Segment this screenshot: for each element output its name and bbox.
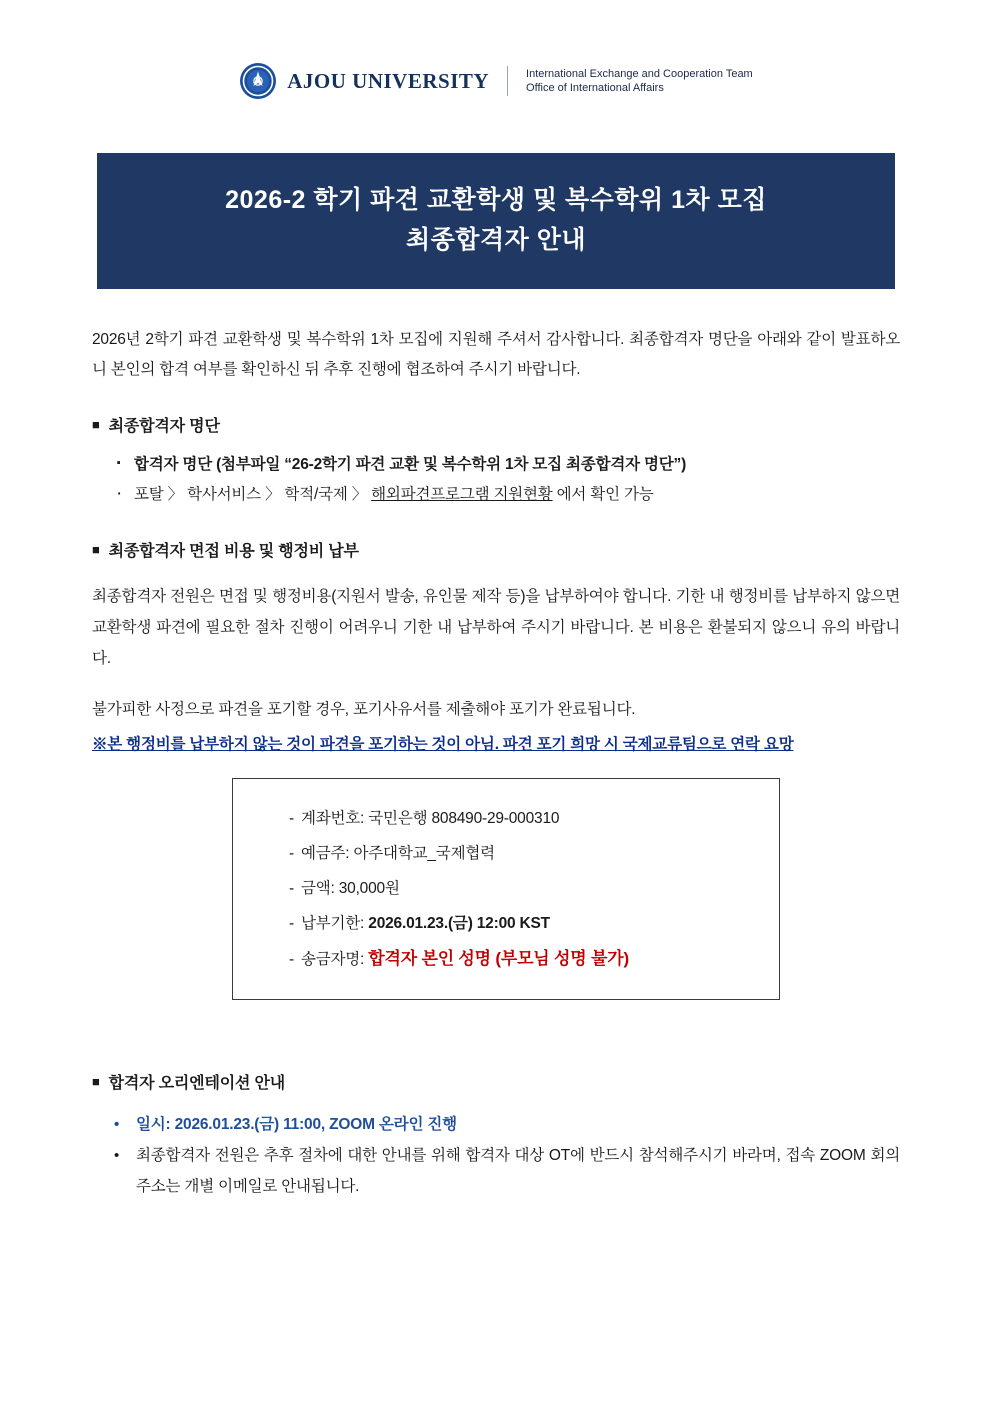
- account-label: 예금주:: [300, 845, 350, 862]
- account-label: 납부기한:: [300, 915, 365, 932]
- account-line: [289, 801, 779, 836]
- account-label: 금액:: [300, 880, 335, 897]
- ajou-seal-icon: [239, 62, 277, 100]
- dash-icon: -: [289, 880, 294, 897]
- list-item: [114, 480, 900, 510]
- list-item: · 합격자 명단 (첨부파일 “26-2학기 파견 교환 및 복수학위 1차 모집 최종합격자 명단”): [114, 450, 900, 480]
- title-line-1: 2026-2 학기 파견 교환학생 및 복수학위 1차 모집: [225, 186, 767, 214]
- portal-link[interactable]: 해외파견프로그램 지원현황: [371, 486, 553, 503]
- university-name: AJOU UNIVERSITY: [287, 68, 490, 93]
- section3-heading-text: 합격자 오리엔테이션 안내: [108, 1075, 285, 1092]
- account-line: [289, 871, 779, 906]
- square-bullet-icon: ■: [92, 417, 100, 432]
- section1-heading-text: 최종합격자 명단: [108, 418, 220, 435]
- account-line: [289, 941, 779, 977]
- account-line: [289, 836, 779, 871]
- office-line-2: Office of International Affairs: [526, 82, 664, 94]
- account-value: 아주대학교_국제협력: [353, 845, 495, 862]
- office-line-1: International Exchange and Cooperation Team: [526, 68, 753, 80]
- office-name: [526, 67, 753, 95]
- account-info-box: [232, 778, 780, 1000]
- dash-icon: -: [289, 845, 294, 862]
- square-bullet-icon: ■: [92, 1074, 100, 1089]
- title-banner: [97, 153, 895, 289]
- account-value: 30,000원: [338, 880, 400, 897]
- section-heading-final-list: [92, 413, 900, 436]
- list-item: • 최종합격자 전원은 추후 절차에 대한 안내를 위해 합격자 대상 OT에 반드시 참석해주시기 바라며, 접속 ZOOM 회의 주소는 개별 이메일로 안내됩니다.: [114, 1140, 900, 1202]
- intro-paragraph: 2026년 2학기 파견 교환학생 및 복수학위 1차 모집에 지원해 주셔서 감사합니다. 최종합격자 명단을 아래와 같이 발표하오니 본인의 합격 여부를 확인하신 뒤 추후 진행에 협조하여 주시기 바랍니다.: [92, 331, 900, 378]
- dash-icon: -: [289, 810, 294, 827]
- account-line: [289, 906, 779, 941]
- account-value: 2026.01.23.(금) 12:00 KST: [368, 915, 550, 932]
- account-value: 국민은행 808490-29-000310: [368, 810, 560, 827]
- account-label: 송금자명:: [300, 951, 365, 968]
- section-heading-orientation: [92, 1070, 900, 1093]
- header-divider: [507, 66, 508, 96]
- section2-heading-text: 최종합격자 면접 비용 및 행정비 납부: [108, 543, 359, 560]
- square-bullet-icon: ■: [92, 542, 100, 557]
- payment-note: ※본 행정비를 납부하지 않는 것이 파견을 포기하는 것이 아님. 파견 포기 희망 시 국제교류팀으로 연락 요망: [92, 736, 794, 753]
- section1-list: [92, 450, 900, 510]
- title-line-2: 최종합격자 안내: [406, 226, 586, 254]
- document-header: [0, 0, 992, 100]
- account-value: 합격자 본인 성명 (부모님 성명 불가): [368, 949, 629, 968]
- dash-icon: -: [289, 951, 294, 968]
- portal-path-suffix: 에서 확인 가능: [552, 486, 654, 503]
- dash-icon: -: [289, 915, 294, 932]
- section-heading-payment: [92, 538, 900, 561]
- document-body: [0, 325, 992, 1202]
- list-item: • 일시: 2026.01.23.(금) 11:00, ZOOM 온라인 진행: [114, 1109, 900, 1140]
- payment-paragraph-1: 최종합격자 전원은 면접 및 행정비용(지원서 발송, 유인물 제작 등)을 납부하여야 합니다. 기한 내 행정비를 납부하지 않으면 교환학생 파견에 필요한 절차 진행이 어려우니 기한 내 납부하여 주시기 바랍니다. 본 비용은 환불되지 않으니 유의 바랍니다.: [92, 588, 900, 667]
- payment-paragraph-2: 불가피한 사정으로 파견을 포기할 경우, 포기사유서를 제출해야 포기가 완료됩니다.: [92, 701, 636, 718]
- account-label: 계좌번호:: [300, 810, 365, 827]
- portal-path-prefix: 포탈 〉 학사서비스 〉 학적/국제 〉: [134, 486, 372, 503]
- orientation-list: [92, 1109, 900, 1202]
